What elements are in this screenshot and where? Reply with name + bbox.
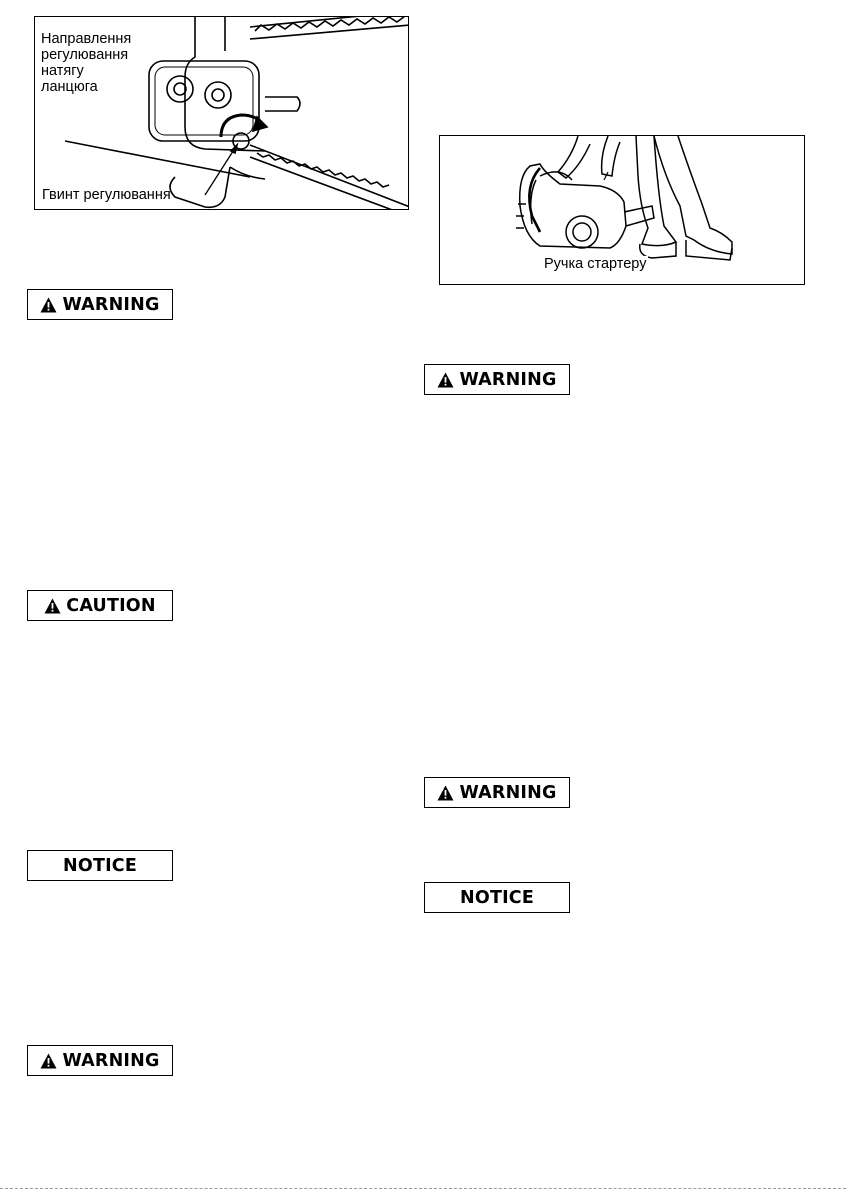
warning-triangle-icon xyxy=(437,785,454,801)
page-bottom-rule xyxy=(0,1188,846,1189)
warning-triangle-icon xyxy=(44,598,61,614)
chain-tension-direction-label xyxy=(41,31,134,95)
warning-sign-1-text: WARNING xyxy=(62,294,160,315)
warning-sign-4-text: WARNING xyxy=(459,782,557,803)
warning-triangle-icon xyxy=(40,297,57,313)
starter-handle-label: Ручка стартеру xyxy=(544,256,647,272)
notice-sign-1-text: NOTICE xyxy=(63,855,137,876)
warning-sign-2 xyxy=(27,1045,173,1076)
direction-label-line-2: регулювання xyxy=(41,47,129,63)
warning-sign-2-text: WARNING xyxy=(62,1050,160,1071)
caution-sign-1 xyxy=(27,590,173,621)
warning-triangle-icon xyxy=(40,1053,57,1069)
notice-sign-1 xyxy=(27,850,173,881)
warning-sign-3 xyxy=(424,364,570,395)
direction-label-line-4: ланцюга xyxy=(41,79,98,95)
warning-sign-1 xyxy=(27,289,173,320)
warning-sign-3-text: WARNING xyxy=(459,369,557,390)
adjustment-screw-label: Гвинт регулювання xyxy=(42,187,171,203)
notice-sign-2-text: NOTICE xyxy=(460,887,534,908)
chain-tension-figure xyxy=(34,16,409,210)
starter-figure xyxy=(439,135,805,285)
warning-triangle-icon xyxy=(437,372,454,388)
direction-label-line-3: натягу xyxy=(41,63,84,79)
notice-sign-2 xyxy=(424,882,570,913)
caution-sign-1-text: CAUTION xyxy=(66,595,156,616)
warning-sign-4 xyxy=(424,777,570,808)
direction-label-line-1: Направлення xyxy=(41,31,132,47)
